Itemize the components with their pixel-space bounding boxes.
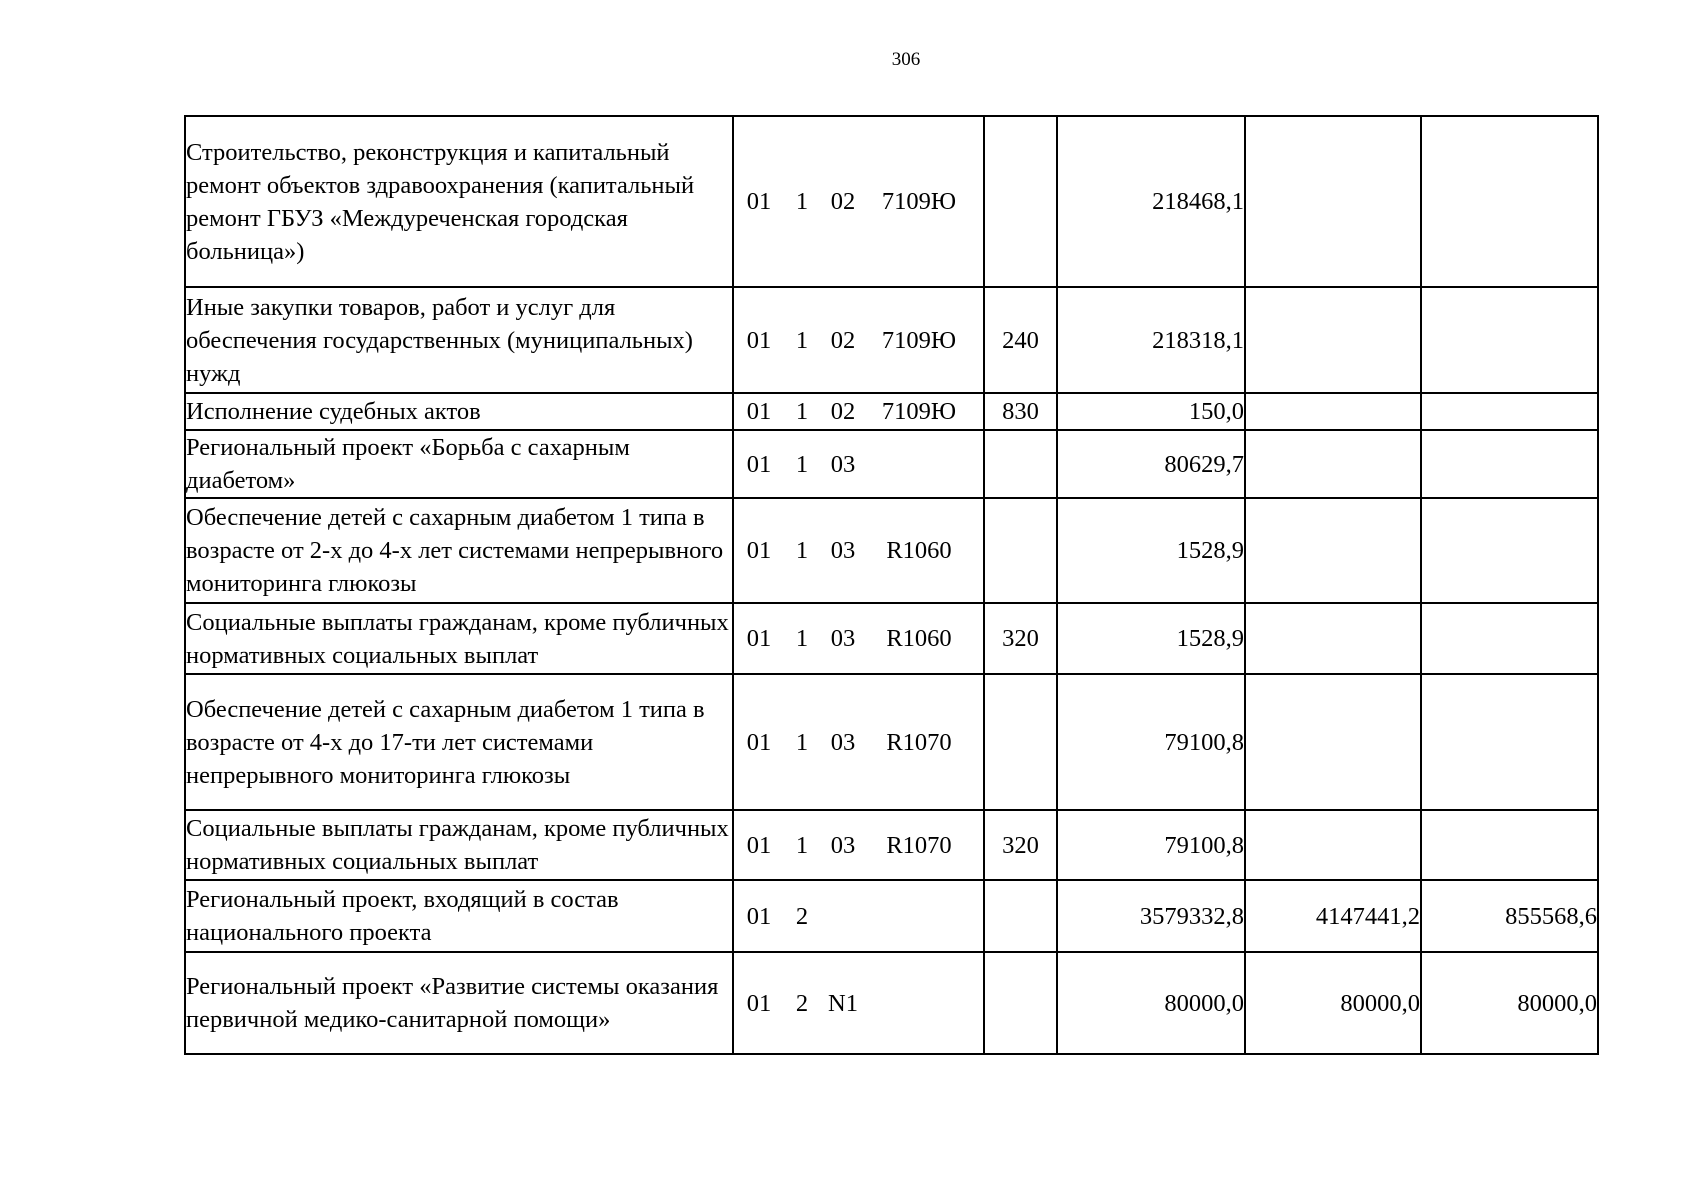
row-amount-cell-1: 218468,1 [1057, 116, 1245, 287]
row-amount-cell-1: 150,0 [1057, 393, 1245, 430]
row-code-cell [733, 498, 984, 603]
code-part-3: 02 [830, 188, 856, 215]
code-part-1: 01 [746, 989, 772, 1017]
row-amount-cell-2 [1245, 116, 1421, 287]
row-name-cell: Исполнение судебных актов [185, 393, 733, 430]
row-code-parts [734, 324, 983, 357]
code-part-3: 03 [830, 537, 856, 564]
row-code-cell [733, 603, 984, 674]
row-code-cell [733, 880, 984, 952]
code-part-3: 02 [830, 398, 856, 425]
table-row [185, 603, 1598, 674]
code-part-1: 01 [746, 728, 772, 756]
row-amount-cell-3: 855568,6 [1421, 880, 1598, 952]
code-part-2: 2 [795, 902, 809, 930]
row-code-parts [734, 395, 983, 428]
code-part-1: 01 [746, 326, 772, 354]
row-amount-cell-1: 80000,0 [1057, 952, 1245, 1054]
code-part-2: 1 [795, 537, 809, 564]
code-part-3: 03 [830, 450, 856, 478]
row-amount-cell-1: 1528,9 [1057, 603, 1245, 674]
row-expense-type-cell [984, 116, 1057, 287]
row-code-parts [734, 185, 983, 218]
table-row [185, 810, 1598, 880]
row-code-cell [733, 430, 984, 498]
row-name-cell: Социальные выплаты гражданам, кроме публичных нормативных социальных выплат [185, 603, 733, 674]
row-code-cell [733, 952, 984, 1054]
row-name-cell: Социальные выплаты гражданам, кроме публичных нормативных социальных выплат [185, 810, 733, 880]
row-expense-type-cell: 320 [984, 603, 1057, 674]
row-amount-cell-3 [1421, 287, 1598, 393]
row-code-parts [734, 900, 983, 933]
row-amount-cell-2 [1245, 498, 1421, 603]
row-expense-type-cell [984, 498, 1057, 603]
row-code-cell [733, 810, 984, 880]
row-name-cell: Региональный проект «Борьба с сахарным диабетом» [185, 430, 733, 498]
row-amount-cell-3: 80000,0 [1421, 952, 1598, 1054]
row-code-parts [734, 829, 983, 862]
row-code-parts [734, 448, 983, 481]
code-part-1: 01 [746, 625, 772, 652]
code-part-2: 1 [795, 728, 809, 756]
row-code-parts [734, 622, 983, 655]
row-name-cell: Региональный проект, входящий в состав национального проекта [185, 880, 733, 952]
row-amount-cell-2 [1245, 674, 1421, 810]
row-name-cell: Обеспечение детей с сахарным диабетом 1 типа в возрасте от 2-х до 4-х лет системами непрерывного мониторинга глюкозы [185, 498, 733, 603]
code-part-2: 1 [795, 831, 809, 859]
table-row [185, 393, 1598, 430]
code-part-3: 03 [830, 625, 856, 652]
row-code-cell [733, 674, 984, 810]
code-part-2: 1 [795, 188, 809, 215]
code-part-4: R1060 [886, 537, 952, 564]
row-amount-cell-3 [1421, 116, 1598, 287]
table-row [185, 674, 1598, 810]
code-part-3: 03 [830, 728, 856, 756]
code-part-1: 01 [746, 831, 772, 859]
row-amount-cell-2 [1245, 810, 1421, 880]
table-row [185, 880, 1598, 952]
code-part-1: 01 [746, 537, 772, 564]
row-code-parts [734, 987, 983, 1020]
table-row [185, 287, 1598, 393]
code-part-4: 7109Ю [881, 326, 957, 354]
table-row [185, 952, 1598, 1054]
code-part-3: 02 [830, 326, 856, 354]
code-part-3: N1 [828, 989, 858, 1017]
row-amount-cell-3 [1421, 498, 1598, 603]
code-part-4: R1060 [886, 625, 952, 652]
row-expense-type-cell: 830 [984, 393, 1057, 430]
code-part-1: 01 [746, 450, 772, 478]
row-amount-cell-3 [1421, 393, 1598, 430]
row-amount-cell-1: 79100,8 [1057, 674, 1245, 810]
row-amount-cell-2: 4147441,2 [1245, 880, 1421, 952]
code-part-3: 03 [830, 831, 856, 859]
row-code-parts [734, 726, 983, 759]
code-part-4: 7109Ю [881, 188, 957, 215]
row-expense-type-cell [984, 430, 1057, 498]
budget-table [184, 115, 1599, 1055]
row-expense-type-cell [984, 674, 1057, 810]
row-expense-type-cell [984, 952, 1057, 1054]
row-amount-cell-1: 218318,1 [1057, 287, 1245, 393]
row-code-cell [733, 393, 984, 430]
row-expense-type-cell: 320 [984, 810, 1057, 880]
budget-table-body [185, 116, 1598, 1054]
row-amount-cell-1: 79100,8 [1057, 810, 1245, 880]
code-part-2: 1 [795, 326, 809, 354]
row-code-parts [734, 534, 983, 567]
row-code-cell [733, 287, 984, 393]
code-part-1: 01 [746, 188, 772, 215]
row-amount-cell-2 [1245, 393, 1421, 430]
row-name-cell: Региональный проект «Развитие системы оказания первичной медико-санитарной помощи» [185, 952, 733, 1054]
table-row [185, 430, 1598, 498]
row-amount-cell-1: 3579332,8 [1057, 880, 1245, 952]
row-name-cell: Обеспечение детей с сахарным диабетом 1 типа в возрасте от 4-х до 17-ти лет системами непрерывного мониторинга глюкозы [185, 674, 733, 810]
code-part-2: 1 [795, 450, 809, 478]
row-amount-cell-1: 80629,7 [1057, 430, 1245, 498]
row-amount-cell-2: 80000,0 [1245, 952, 1421, 1054]
row-amount-cell-3 [1421, 810, 1598, 880]
row-amount-cell-3 [1421, 430, 1598, 498]
code-part-1: 01 [746, 398, 772, 425]
row-amount-cell-2 [1245, 430, 1421, 498]
code-part-4: R1070 [886, 728, 952, 756]
row-amount-cell-2 [1245, 287, 1421, 393]
table-row [185, 116, 1598, 287]
code-part-2: 2 [795, 989, 809, 1017]
row-amount-cell-3 [1421, 674, 1598, 810]
row-name-cell: Строительство, реконструкция и капитальный ремонт объектов здравоохранения (капитальный ремонт ГБУЗ «Междуреченская городская больница») [185, 116, 733, 287]
row-amount-cell-2 [1245, 603, 1421, 674]
row-code-cell [733, 116, 984, 287]
table-row [185, 498, 1598, 603]
code-part-1: 01 [746, 902, 772, 930]
code-part-4: R1070 [886, 831, 952, 859]
row-expense-type-cell: 240 [984, 287, 1057, 393]
row-amount-cell-3 [1421, 603, 1598, 674]
page-number: 306 [891, 49, 921, 70]
code-part-4: 7109Ю [881, 398, 957, 425]
code-part-2: 1 [795, 398, 809, 425]
row-expense-type-cell [984, 880, 1057, 952]
row-amount-cell-1: 1528,9 [1057, 498, 1245, 603]
row-name-cell: Иные закупки товаров, работ и услуг для обеспечения государственных (муниципальных) нужд [185, 287, 733, 393]
code-part-2: 1 [795, 625, 809, 652]
